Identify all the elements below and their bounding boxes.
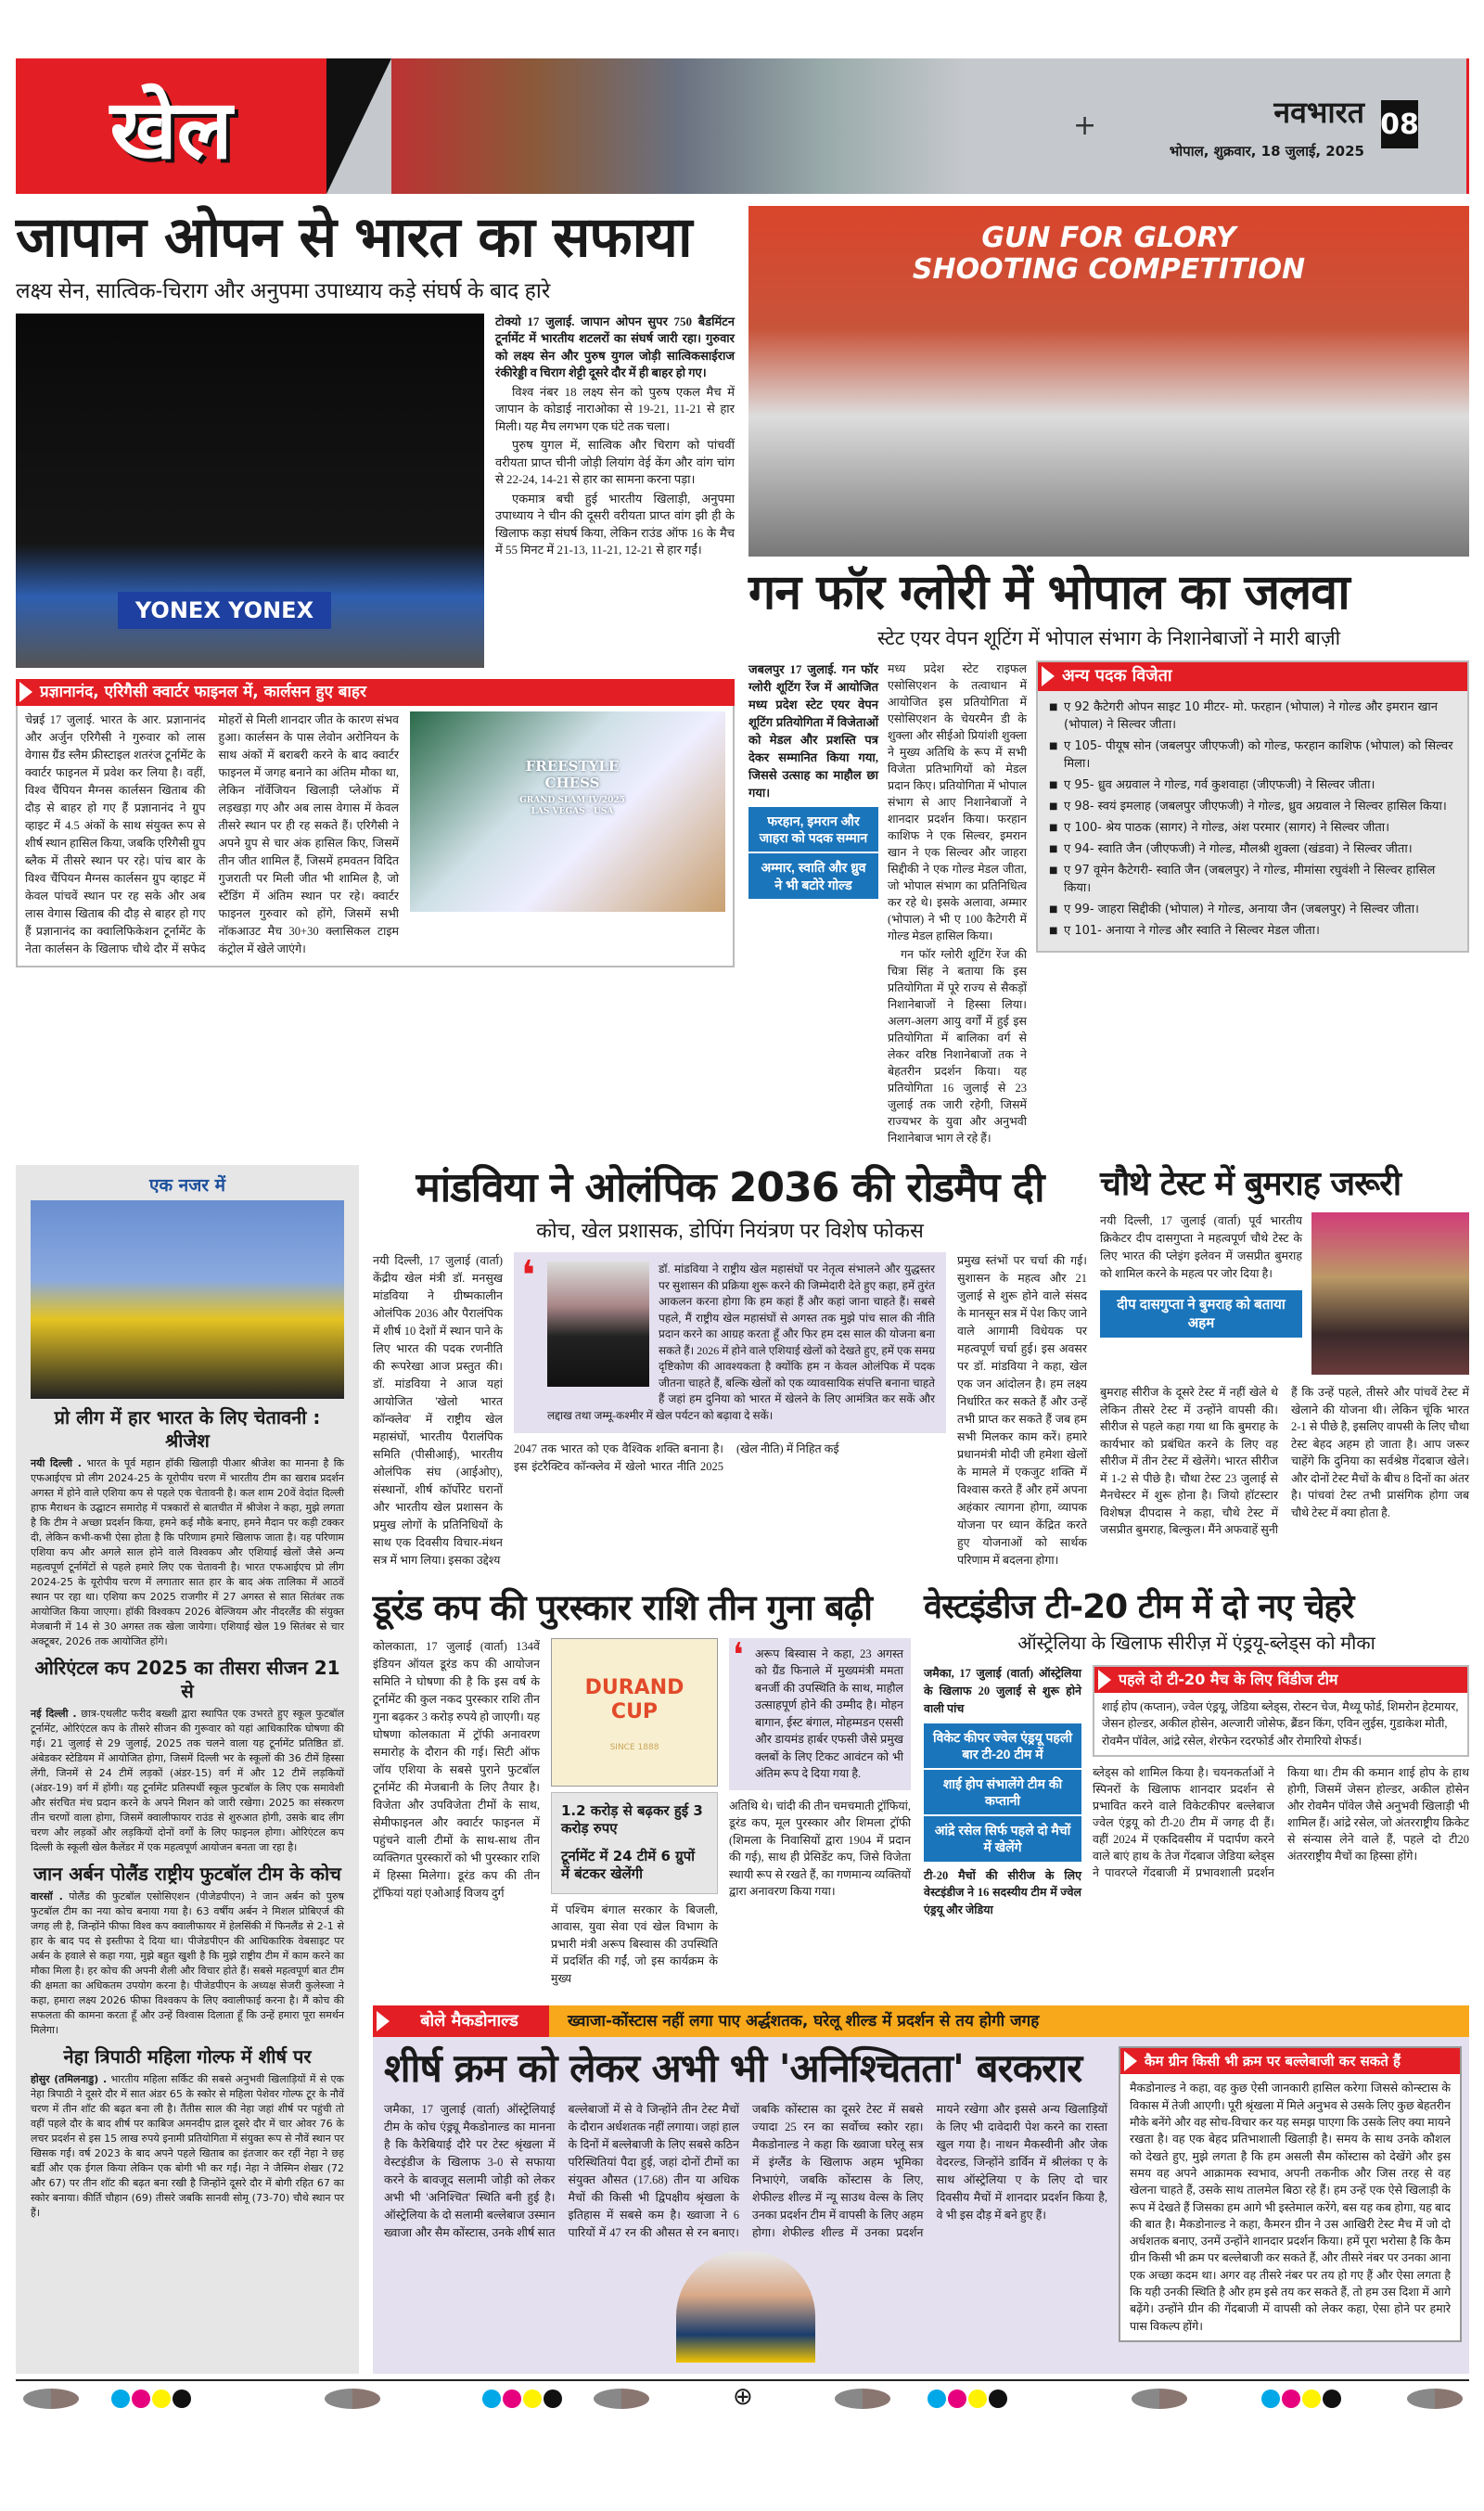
yellow-dot-icon [152, 2389, 171, 2408]
winner-item: ■ ए 101- अनाया ने गोल्ड और स्वाति ने सिल्वर मेडल जीता। [1047, 922, 1458, 940]
photo-caption-text: FREESTYLE CHESS GRAND SLAM IV/2025 LAS VEGAS · USA [519, 758, 625, 816]
row-mandaviya-bumrah [373, 1165, 1469, 1569]
registration-mark-icon [1132, 2389, 1187, 2409]
mcdonald-headline: शीर्ष क्रम को लेकर अभी भी 'अनिश्चितता' बरकरार [384, 2045, 1082, 2092]
magenta-dot-icon [1282, 2389, 1300, 2408]
registration-mark-icon [325, 2389, 380, 2409]
quote-mark-icon: ❛ [521, 1252, 536, 1300]
bumrah-highlight: दीप दासगुप्ता ने बुमराह को बताया अहम [1100, 1290, 1302, 1338]
other-winners-title: अन्य पदक विजेता [1038, 662, 1467, 691]
japan-story [16, 314, 735, 668]
mcdonald-section [373, 2037, 1469, 2373]
winner-item: ■ ए 92 कैटेगरी ओपन साइट 10 मीटर- मो. फरहान (भोपाल) ने गोल्ड और इमरान खान (भोपाल) ने सिल्वर जीता। [1047, 698, 1458, 734]
dateline: भोपाल, शुक्रवार, 18 जुलाई, 2025 [1169, 143, 1364, 160]
black-dot-icon [173, 2389, 191, 2408]
japan-subhead: लक्ष्य सेन, सात्विक-चिराग और अनुपमा उपाध्याय कड़े संघर्ष के बाद हारे [16, 278, 551, 302]
westindies-columns [924, 1665, 1469, 1919]
crosshair-icon: ⊕ [733, 2382, 753, 2411]
winner-item: ■ ए 105- पीयूष सोन (जबलपुर जीएफजी) को गोल्ड, फरहान काशिफ (भोपाल) को सिल्वर मिला। [1047, 737, 1458, 773]
winner-item: ■ ए 100- श्रेय पाठक (सागर) ने गोल्ड, अंश परमार (सागर) ने सिल्वर जीता। [1047, 819, 1458, 837]
westindies-right-col [1093, 1665, 1469, 1882]
ek-nazar-title: एक नजर में [148, 1175, 226, 1197]
shooting-headline: गन फॉर ग्लोरी में भोपाल का जलवा [748, 565, 1350, 621]
yellow-dot-icon [523, 2389, 542, 2408]
sreejesh-photo [31, 1200, 344, 1399]
westindies-lead: जमैका, 17 जुलाई (वार्ता) ऑस्ट्रेलिया के खिलाफ 20 जुलाई से शुरू होने वाली पांच [924, 1666, 1081, 1715]
page-number: 08 [1381, 100, 1418, 148]
left-upper [16, 206, 735, 967]
mandaviya-subhead: कोच, खेल प्रशासक, डोपिंग नियंत्रण पर विशेष फोकस [536, 1218, 924, 1242]
footer-marks [16, 2379, 1469, 2416]
mcdonald-banner: बोले मैकडोनाल्ड ख्वाजा-कोंस्टास नहीं लगा पाए अर्द्धशतक, घरेलू शील्ड में प्रदर्शन से तय होगी जगह [373, 2005, 1469, 2037]
cyan-dot-icon [928, 2389, 946, 2408]
westindies-story [924, 1588, 1469, 1918]
bumrah-story [1100, 1165, 1469, 1539]
registration-mark-icon [835, 2389, 890, 2409]
westindies-squad-box: पहले दो टी-20 मैच के लिए विंडीज टीम शाई होप (कप्तान), ज्वेल एंड्रयू, जेडिया ब्लेड्स, रोस्टन चेज, मैथ्यू फोर्ड, शिमरोन हेटमायर, जेसन होल्डर, अकील होसेन, अल्जारी जोसेफ, ब्रैंडन किंग, एविन लुईस, गुडाकेश मोती, रोवमैन पॉवेल, आंद्रे रसेल, शेरफेन रदरफोर्ड और रोमारियो शेफर्ड। [1093, 1665, 1469, 1758]
durand-logo: DURAND CUP SINCE 1888 [551, 1638, 718, 1787]
chess-content [18, 706, 733, 966]
magenta-dot-icon [503, 2389, 521, 2408]
shooting-story [748, 660, 1469, 1147]
westindies-highlights: विकेट कीपर ज्वेल एंड्रयू पहली बार टी-20 टीम में शाई होप संभालेंगे टीम की कप्तानी आंद्रे रसेल सिर्फ पहले दो मैचों में खेलेंगे [924, 1723, 1081, 1862]
chess-section [16, 679, 735, 967]
crop-mark-icon: + [1073, 109, 1097, 142]
mandaviya-body-mid: 2047 तक भारत को एक वैश्विक शक्ति बनाना है। इस इंटरैक्टिव कॉन्क्लेव में खेलो भारत नीति 2025 (खेल नीति) में निहित कई [514, 1442, 839, 1474]
durand-story [373, 1588, 911, 1987]
registration-mark-icon [1407, 2389, 1463, 2409]
photo-banner-text: GUN FOR GLORY SHOOTING COMPETITION [912, 222, 1306, 286]
mandaviya-headline: मांडविया ने ओलंपिक 2036 की रोडमैप दी [416, 1164, 1044, 1212]
mcdonald-main [384, 2046, 1107, 2362]
paper-name: नवभारत [1273, 95, 1364, 130]
yonex-banner: YONEX YONEX [118, 592, 331, 629]
winners-list [1038, 691, 1467, 951]
other-winners-box [1036, 660, 1469, 953]
westindies-left-col [924, 1665, 1081, 1919]
mandaviya-story [373, 1165, 1087, 1569]
durand-points-box [551, 1792, 718, 1894]
chess-headline: प्रज्ञानानंद, एरिगैसी क्वार्टर फाइनल में, कार्लसन हुए बाहर [16, 679, 735, 706]
mandaviya-quote-box: ❛ डॉ. मांडविया ने राष्ट्रीय खेल महासंघों पर नेतृत्व संभालने और युद्धस्तर पर सुशासन की प्रक्रिया शुरू करने की जिम्मेदारी देते हुए कहा, हमें तुरंत आकलन करना होगा कि हम कहां हैं और कहां जाना चाहते हैं। सबसे पहले, मैं राष्ट्रीय खेल महासंघों से अगस्त तक मुझे पांच साल की नीति प्रदान करने का आग्रह करता हूँ और फिर हम दस साल की योजना बना सकते हैं। 2026 में होने वाले एशियाई खेलों को देखते हुए, हमें एक समग्र दृष्टिकोण की आवश्यकता है क्योंकि हम न केवल ओलंपिक में पदक जीतना चाहते हैं, बल्कि खेलों को एक व्यावसायिक संपत्ति बनाना चाहते हैं जहां हम दुनिया को भारत में खेलने के लिए आमंत्रित कर सकें और लद्दाख तथा जम्मू-कश्मीर में खेल पर्यटन को बढ़ावा दे सकें। [514, 1252, 946, 1433]
bumrah-headline: चौथे टेस्ट में बुमराह जरूरी [1100, 1165, 1401, 1204]
winner-item: ■ ए 97 वूमेन कैटेगरी- स्वाति जैन (जबलपुर) ने गोल्ड, मीमांसा रघुवंशी ने सिल्वर हासिल किया। [1047, 862, 1458, 897]
westindies-body: ब्लेड्स को शामिल किया है। चयनकर्ताओं ने स्पिनरों के खिलाफ शानदार प्रदर्शन से प्रभावित करने वाले विकेटकीपर बल्लेबाज ज्वेल एंड्रयू को टी-20 टीम में जगह दी हैं। वहीं 2024 में एकदिवसीय में पदार्पण करने वाले बाएं हाथ के तेज गेंदबाज जेडिया ब्लेड्स ने पावरप्ले गेंदबाजी में प्रभावशाली प्रदर्शन किया था। टीम की कमान शाई होप के हाथ होगी, जिसमें जेसन होल्डर, अकील होसेन और रोवमैन पॉवेल जैसे अनुभवी खिलाड़ी भी शामिल हैं। आंद्रे रसेल, जो अंतरराष्ट्रीय क्रिकेट से संन्यास लेने वाले हैं, पहले दो टी20 अंतरराष्ट्रीय मैचों का हिस्सा होंगे। [1093, 1766, 1469, 1880]
brief-headline: नेहा त्रिपाठी महिला गोल्फ में शीर्ष पर [63, 2045, 312, 2069]
bumrah-lead-col [1100, 1212, 1302, 1338]
deep-dasgupta-photo [1311, 1212, 1469, 1375]
winner-item: ■ ए 99- जाहरा सिद्दीकी (भोपाल) ने गोल्ड, अनाया जैन (जबलपुर) ने सिल्वर जीता। [1047, 901, 1458, 918]
durand-mid-col [551, 1638, 718, 1988]
mandaviya-body-right: प्रमुख स्तंभों पर चर्चा की गई। सुशासन के महत्व और 21 जुलाई से शुरू होने वाले संसद के मानसून सत्र में पेश किए जाने वाले आगामी विधेयक पर महत्वपूर्ण चर्चा हुई। इस अवसर पर डॉ. मांडविया ने कहा, खेल एक जन आंदोलन है। हम लक्ष्य निर्धारित कर सकते हैं और उन्हें तभी प्राप्त कर सकते हैं जब हम सभी मिलकर काम करें। हमारे प्रधानमंत्री मोदी जी हमेशा खेलों के मामले में एकजुट शक्ति में विश्वास करते हैं और हमें अपना अहंकार त्यागना होगा, व्यापक योजना पर ध्यान केंद्रित करते हुए योजनाओं को सार्थक परिणाम में बदलना होगा। [957, 1254, 1087, 1568]
upper-half [16, 206, 1469, 1147]
durand-right-col [729, 1635, 911, 1901]
badminton-photo [16, 314, 484, 668]
sports-collage-image [391, 58, 966, 194]
mcdonald-photo [676, 2251, 815, 2363]
mandaviya-columns [373, 1252, 1087, 1569]
mandaviya-middle [514, 1252, 946, 1476]
row-durand-westindies [373, 1588, 1469, 1987]
cam-green-box: कैम ग्रीन किसी भी क्रम पर बल्लेबाजी कर सकते हैं मैकडोनाल्ड ने कहा, वह कुछ ऐसी जानकारी हासिल करेगा जिससे कोन्स्टास के विकास में तेजी आएगी। पूरी श्रृंखला में मिले अनुभव से उसके लिए कुछ बेहतरीन मौके बनेंगे और वह सोच-विचार कर यह समझ पाएगा कि उसके लिए क्या मायने रखता है। वह एक बेहद प्रतिभाशाली खिलाड़ी है। समय के साथ उनके कौशल को देखते हुए, मुझे लगता है कि हम असली सैम कोंस्टास को देखेंगे और इस समय वह अपने आक्रामक स्वभाव, अपनी तकनीक और जिस तरह से वह खेलना चाहते हैं, उसके साथ तालमेल बिठा रहे हैं। हम उन्हें एक ऐसे खिलाड़ी के रूप में देखते हैं जिसका हम आगे भी इस्तेमाल करेंगे, बस यह कब होगा, यह बाद की बात है। मैकडोनाल्ड ने कहा, कैमरन ग्रीन ने उस आखिरी टेस्ट मैच में जो दो अर्धशतक बनाए, उनमें उन्होंने शानदार प्रदर्शन किया। हमें पूरा भरोसा है कि कैम ग्रीन किसी भी क्रम पर बल्लेबाजी कर सकते हैं, और तीसरे नंबर पर उनका आना एक अच्छा कदम था। अगर वह तीसरे नंबर पर तय हो गए हैं और ऐसा लगता है कि यही उनकी स्थिति है और हम इसे तय कर सकते हैं, तो हम उस दिशा में आगे बढ़ेंगे। उन्होंने ग्रीन की गेंदबाजी में वापसी को लेकर कहा, ऐसा होने पर हमारे पास विकल्प होंगे। [1119, 2046, 1462, 2341]
yellow-dot-icon [1302, 2389, 1321, 2408]
durand-columns [373, 1635, 911, 1988]
brief-headline: प्रो लीग में हार भारत के लिए चेतावनी : श्रीजेश [54, 1406, 321, 1453]
shooting-team-photo [748, 206, 1469, 557]
registration-mark-icon [23, 2389, 79, 2409]
cyan-dot-icon [1261, 2389, 1280, 2408]
westindies-lead2: टी-20 मैचों की सीरीज के लिए वेस्टइंडीज ने 16 सदस्यीय टीम में ज्वेल एंड्रयू और जेडिया [924, 1868, 1081, 1916]
lower-right [373, 1165, 1469, 2374]
bumrah-body: बुमराह सीरीज के दूसरे टेस्ट में नहीं खेले थे लेकिन तीसरे टेस्ट में उन्होंने वापसी की। सीरीज से पहले कहा गया था कि बुमराह के कार्यभार को प्रबंधित करने के लिए वह सीरीज में तीन टेस्ट में खेलेंगे। भारत सीरीज में 1-2 से पीछे है। चौथा टेस्ट 23 जुलाई से मैनचेस्टर में शुरू होना है। जियो हॉटस्टार विशेषज्ञ दीपदास ने कहा, चौथे टेस्ट में जसप्रीत बुमराह, बिल्कुल। मैंने अफवाहें सुनी हैं कि उन्हें पहले, तीसरे और पांचवें टेस्ट में खेलाने की योजना थी। लेकिन चूंकि भारत 2-1 से पीछे है, इसलिए वापसी के लिए चौथा टेस्ट बेहद अहम हो जाता है। आप जरूर चाहेंगे कि दुनिया का सर्वश्रेष्ठ गेंदबाज खेले। और दोनों टेस्ट मैचों के बीच 8 दिनों का अंतर है। पांचवां टेस्ट तभी प्रासंगिक होगा जब चौथे टेस्ट में क्या होता है. [1100, 1386, 1469, 1537]
westindies-headline: वेस्टइंडीज टी-20 टीम में दो नए चेहरे [924, 1588, 1354, 1627]
chess-body: चेन्नई 17 जुलाई. भारत के आर. प्रज्ञानानंद और अर्जुन एरिगैसी ने गुरुवार को लास वेगास ग्रैंड स्लैम फ्रीस्टाइल शतरंज टूर्नामेंट के क्वार्टर फाइनल में प्रवेश कर लिया है। वहीं, विश्व चैंपियन मैग्नस कार्लसन खिताब की दौड़ से बाहर हो गए हैं प्रज्ञानानंद ने ग्रुप व्हाइट में 4.5 अंकों के साथ संयुक्त रूप से शीर्ष स्थान हासिल किया, जबकि एरिगैसी ग्रुप ब्लैक में तीसरे स्थान पर रहे। पांच बार के विश्व चैंपियन मैग्नस कार्लसन ग्रुप व्हाइट में केवल पांचवें स्थान पर रह सके और अब लास वेगास खिताब की दौड़ से बाहर हो गए हैं प्रज्ञानानंद का क्वालिफिकेशन टूर्नामेंट के नेता कार्लसन के खिलाफ चौथे दौर में सफेद मोहरों से मिली शानदार जीत के कारण संभव हुआ। कार्लसन के पास लेवोन अरोनियन के साथ अंकों में बराबरी करने के बाद क्वार्टर फाइनल में जगह बनाने का अंतिम मौका था, लेकिन नॉर्वेजियन खिलाड़ी प्लेऑफ में लड़खड़ा गए और अब लास वेगास में केवल तीसरे स्थान पर ही रह सकते हैं। एरिगैसी ने अपने ग्रुप से चार अंक हासिल किए, जिसमें तीन जीत शामिल हैं, जिसमें हमवतन विदित गुजराती पर मिली जीत भी शामिल है, जो स्टैंडिंग में अंतिम स्थान पर रहे। क्वार्टर फाइनल गुरुवार को होंगे, जिसमें सभी नॉकआउट मैच 30+30 क्लासिकल टाइम कंट्रोल में खेले जाएंगे। [25, 713, 399, 955]
magenta-dot-icon [132, 2389, 150, 2408]
masthead [16, 58, 1469, 194]
news-brief: नयी दिल्ली . भारत के पूर्व महान हॉकी खिलाड़ी पीआर श्रीजेश का मानना है कि एफआईएच प्रो लीग 2024-25 के यूरोपीय चरण में भारतीय टीम का खराब प्रदर्शन अगस्त में होने वाले एशिया कप से पहले एक चेतावनी है। कल शाम 20वें वेदांत दिल्ली हाफ मैराथन के उद्घाटन समारोह में पत्रकारों से बातचीत में श्रीजेश ने कहा, मुझे लगता है कि टीम ने अच्छा प्रदर्शन किया, हमने कई मौके बनाए, हमने मैदान पर कड़ी टक्कर दी, लेकिन कभी-कभी ऐसा होता है कि परिणाम हमारे खिलाफ जाता है। यह परिणाम एशिया कप और अगले साल होने वाले विश्वकप और एशियाई खेलों जैसे अन्य महत्वपूर्ण टूर्नामेंटों से पहले हमारे लिए एक चेतावनी है। भारत एफआईएच प्रो लीग 2024-25 के यूरोपीय चरण में लगातार सात हार के बाद अंक तालिका में आठवें स्थान पर रहा था। एशिया कप 2025 राजगीर में 27 अगस्त से सात सितंबर तक आयोजित किया जाएगा। हॉकी विश्वकप 2026 बेल्जियम और नीदरलैंड की संयुक्त मेजबानी में 14 से 30 अगस्त तक खेला जायेगा। एशियाई खेल 19 सितंबर से चार अक्टूबर, 2026 तक आयोजित होंगे। [31, 1457, 344, 1648]
bumrah-lead: नयी दिल्ली, 17 जुलाई (वार्ता) पूर्व भारतीय क्रिकेटर दीप दासगुप्ता ने महत्वपूर्ण चौथे टेस्ट के लिए भारत की प्लेइंग इलेवन में जसप्रीत बुमराह को शामिल करने के महत्व पर जोर दिया है। [1100, 1214, 1302, 1281]
japan-headline: जापान ओपन से भारत का सफाया [16, 205, 692, 270]
brief-headline: जान अर्बन पोलैंड राष्ट्रीय फुटबॉल टीम के कोच [33, 1863, 341, 1886]
mandaviya-photo [547, 1262, 649, 1387]
section-label: खेल [16, 58, 326, 194]
black-dot-icon [989, 2389, 1007, 2408]
mcdonald-body: जमैका, 17 जुलाई (वार्ता) ऑस्ट्रेलियाई टीम के कोच एंड्र्यू मैकडोनाल्ड का मानना है कि कैरेबियाई दौरे पर टेस्ट श्रृंखला में वेस्टइंडीज के खिलाफ 3-0 से सफाया करने के बावजूद सलामी जोड़ी को लेकर अभी भी 'अनिश्चित' स्थिति बनी हुई है। ऑस्ट्रेलिया के दो सलामी बल्लेबाज उस्मान ख्वाजा और सैम कोंस्टास, उनके शीर्ष सात बल्लेबाजों में से वे जिन्होंने तीन टेस्ट मैचों के दौरान अर्धशतक नहीं लगाया। जहां हाल के दिनों में बल्लेबाजी के लिए सबसे कठिन परिस्थितियां पैदा हुई, जहां दोनों टीमों का संयुक्त औसत (17.68) तीन या अधिक मैचों की किसी भी द्विपक्षीय श्रृंखला के इतिहास में सबसे कम है। ख्वाजा ने 6 पारियों में 47 रन की औसत से रन बनाए। जबकि कोंस्टास का दूसरे टेस्ट में सबसे ज्यादा 25 रन का सर्वोच्च स्कोर रहा। मैकडोनाल्ड ने कहा कि ख्वाजा घरेलू सत्र में इंग्लैंड के खिलाफ अहम भूमिका निभाएंगे, जबकि कोंस्टास के लिए, शेफील्ड शील्ड में न्यू साउथ वेल्स के लिए उनका प्रदर्शन टीम में वापसी के लिए अहम होगा। शेफील्ड शील्ड में उनका प्रदर्शन मायने रखेगा और इससे अन्य खिलाड़ियों के लिए भी दावेदारी पेश करने का रास्ता खुल गया है। नाथन मैकस्वीनी और जेक वेदरल्ड, जिन्होंने डार्विन में श्रीलंका ए के साथ ऑस्ट्रेलिया ए के लिए दो चार दिवसीय मैचों में शानदार प्रदर्शन किया है, वे भी इस दौड़ में बने हुए हैं। [384, 2102, 1107, 2239]
lower-half [16, 1165, 1469, 2374]
durand-point: टूर्नामेंट में 24 टीमें 6 ग्रुपों में बंटकर खेलेंगी [561, 1847, 695, 1883]
shooting-subhead: स्टेट एयर वेपन शूटिंग में भोपाल संभाग के निशानेबाजों ने मारी बाज़ी [876, 627, 1341, 649]
right-upper [748, 206, 1469, 1147]
black-dot-icon [544, 2389, 562, 2408]
winner-item: ■ ए 94- स्वाति जैन (जीएफजी) ने गोल्ड, मौलश्री शुक्ला (खंडवा) ने सिल्वर जीता। [1047, 840, 1458, 858]
quote-mark-icon: ❛ [733, 1635, 744, 1673]
chess-photo [410, 711, 725, 912]
shooting-highlight-box: फरहान, इमरान और जाहरा को पदक सम्मान अम्मार, स्वाति और ध्रुव ने भी बटोरे गोल्ड [748, 807, 878, 899]
durand-body-mid: में पश्चिम बंगाल सरकार के बिजली, आवास, युवा सेवा एवं खेल विभाग के प्रभारी मंत्री अरूप बिस्वास की उपस्थिति में प्रदर्शित की गईं, जो इस कार्यक्रम के मुख्य [551, 1902, 718, 1985]
durand-body-left: कोलकाता, 17 जुलाई (वार्ता) 134वें इंडियन ऑयल डूरंड कप की आयोजन समिति ने घोषणा की है कि इस वर्ष के टूर्नामेंट की कुल नकद पुरस्कार राशि तीन गुना बढ़कर 3 करोड़ रुपये हो जाएगी। यह घोषणा कोलकाता में ट्रॉफी अनावरण समारोह के दौरान की गई। सिटी ऑफ जॉय एशिया के सबसे पुराने फुटबॉल टूर्नामेंट की मेजबानी के लिए तैयार है। विजेता और उपविजेता टीमों के साथ, सेमीफाइनल और क्वार्टर फाइनल में पहुंचने वाली टीमों के साथ-साथ तीन व्यक्तिगत पुरस्कारों को भी पुरस्कार राशि में हिस्सा मिलेगा। डूरंड कप की तीन ट्रॉफियां यहां एओआई विजय दुर्ग [373, 1639, 540, 1900]
durand-point: 1.2 करोड़ से बढ़कर हुई 3 करोड़ रुपए [561, 1801, 703, 1838]
shooting-col1: जबलपुर 17 जुलाई. गन फॉर ग्लोरी शूटिंग रेंज में आयोजित मध्य प्रदेश स्टेट एयर वेपन शूटिंग प्रतियोगिता में विजेताओं को मेडल और प्रशस्ति पत्र देकर सम्मानित किया गया, जिससे उत्साह का माहौल छा गया। फरहान, इमरान और जाहरा को पदक सम्मान अम्मार, स्वाति और ध्रुव ने भी बटोरे गोल्ड [748, 660, 878, 904]
winner-item: ■ ए 95- ध्रुव अग्रवाल ने गोल्ड, गर्व कुशवाहा (जीएफजी) ने सिल्वर जीता। [1047, 776, 1458, 794]
durand-headline: डूरंड कप की पुरस्कार राशि तीन गुना बढ़ी [373, 1587, 872, 1629]
ek-nazar-column [16, 1165, 359, 2374]
black-dot-icon [1323, 2389, 1341, 2408]
magenta-dot-icon [948, 2389, 966, 2408]
westindies-subhead: ऑस्ट्रेलिया के खिलाफ सीरीज़ में एंड्रयू-ब्लेड्स को मौका [1017, 1633, 1375, 1654]
arrow-decoration [326, 58, 391, 194]
yellow-dot-icon [968, 2389, 987, 2408]
cyan-dot-icon [111, 2389, 130, 2408]
mandaviya-body-left: नयी दिल्ली, 17 जुलाई (वार्ता) केंद्रीय खेल मंत्री डॉ. मनसुख मांडविया ने ग्रीष्मकालीन ओलंपिक 2036 और पैरालंपिक में शीर्ष 10 देशों में स्थान पाने के लिए भारत की पदक रणनीति की रूपरेखा आज प्रस्तुत की। डॉ. मांडविया ने आज यहां आयोजित 'खेलो भारत कॉन्क्लेव' में राष्ट्रीय खेल महासंघों, भारतीय पैरालंपिक समिति (पीसीआई), भारतीय ओलंपिक संघ (आईओए), संस्थानों, शीर्ष कॉर्पोरेट घरानों और भारतीय खेल प्रशासन के प्रमुख लोगों के प्रतिनिधियों के साथ एक दिवसीय विचार-मंथन सत्र में भाग लिया। इसका उद्देश्य [373, 1254, 503, 1568]
registration-mark-icon [594, 2389, 649, 2409]
news-brief: होसुर (तमिलनाडु) . भारतीय महिला सर्किट की सबसे अनुभवी खिलाड़ियों में से एक नेहा त्रिपाठी ने दूसरे दौर में सात अंडर 65 के स्कोर से महिला पेशेवर गोल्फ टूर के नौवें चरण में तीन शॉट की बढ़त बना ली है। तैंतीस साल की नेहा जहां शीर्ष पर पहुंची तो वहीं पहले दौर के बाद शीर्ष पर काबिज अमनदीप द्राल दूसरे दौर में चार ओवर 76 के लचर प्रदर्शन से इस 15 लाख रुपये इनामी प्रतियोगिता में संयुक्त रूप से नौवें स्थान पर खिसक गईं। वर्ष 2023 के बाद अपने पहले खिताब का इंतजार कर रहीं नेहा ने छह बर्डी और एक ईगल किया लेकिन एक बोगी भी कर गईं। नेहा ने जैस्मिन शेखर (72 और 67) पर तीन शॉट की बढ़त बना रखी है जिन्होंने दूसरे दौर में बोगी रहित 67 का स्कोर बनाया। कीर्ति चौहान (69) तीसरे जबकि सानवी सोमू (73-70) चौथे स्थान पर हैं। [31, 2073, 344, 2220]
durand-body-right: अतिथि थे। चांदी की तीन चमचमाती ट्रॉफियां, डूरंड कप, मूल पुरस्कार और शिमला ट्रॉफी (शिमला के निवासियों द्वारा 1904 में प्रदान की गई), साथ ही प्रेसिडेंट कप, जिसे विजेता स्थायी रूप से रखते हैं, का गणमान्य व्यक्तियों द्वारा अनावरण किया गया। [729, 1799, 911, 1899]
winner-item: ■ ए 98- स्वयं इमलाह (जबलपुर जीएफजी) ने गोल्ड, ध्रुव अग्रवाल ने सिल्वर हासिल किया। [1047, 798, 1458, 815]
shooting-body-text: मध्य प्रदेश स्टेट राइफल एसोसिएशन के तत्वाधान में आयोजित इस प्रतियोगिता में एसोसिएशन के चेयरमैन डी के शुक्ला और सीईओ प्रियांशी शुक्ला ने मुख्य अतिथि के रूप में सभी विजेता प्रतिभागियों को मेडल प्रदान किए। प्रतियोगिता में भोपाल संभाग से आए निशानेबाजों ने शानदार प्रदर्शन किया। फरहान काशिफ ने एक सिल्वर, इमरान खान ने एक सिल्वर और जाहरा सिद्दीकी ने एक गोल्ड मेडल जीता, जो भोपाल संभाग का प्रतिनिधित्व कर रहे थे। इसके अलावा, अम्मार (भोपाल) ने भी ए 100 कैटेगरी में गोल्ड मेडल हासिल किया। गन फॉर ग्लोरी शूटिंग रेंज की चित्रा सिंह ने बताया कि इस प्रतियोगिता में पूरे राज्य से सैकड़ों निशानेबाजों ने हिस्सा लिया। अलग-अलग आयु वर्गों में हुई इस प्रतियोगिता में बालिका वर्ग से लेकर वरिष्ठ निशानेबाजों तक ने बेहतरीन प्रदर्शन किया। यह प्रतियोगिता 16 जुलाई से 23 जुलाई तक जारी रहेगी, जिसमें राज्यभर के युवा और अनुभवी निशानेबाज भाग ले रहे हैं। [888, 662, 1027, 1146]
cyan-dot-icon [482, 2389, 501, 2408]
news-brief: नई दिल्ली . छात्र-एथलीट फरीद बख्शी द्वारा स्थापित एक उभरते हुए स्कूल फुटबॉल टूर्नामेंट, ओरिएंटल कप के तीसरे सीजन की गुरूवार को यहां आधिकारिक घोषणा की गई। 21 जुलाई से 29 जुलाई, 2025 तक चलने वाला यह टूर्नामेंट प्रतिष्ठित डॉ. अंबेडकर स्टेडियम में आयोजित होगा, जिसमें दिल्ली भर के स्कूलों की 36 टीमें हिस्सा लेंगी, जिनमें से 24 टीमें लड़कों (अंडर-15) वर्ग में और 12 टीमें लड़कियों (अंडर-19) वर्ग में होंगी। यह टूर्नामेंट प्रतिस्पर्धी स्कूल फुटबॉल के लिए एक समावेशी और संरचित मंच प्रदान करने के अपने मिशन को जारी रखेगा। 2025 का संस्करण तीन चरणों वाला होगा, जिसमें क्वालीफायर राउंड से शुरुआत होगी, उसके बाद लीग चरण और लड़कों और लड़कियों दोनों वर्गों के लिए फाइनल होगा। ओरिएंटल कप दिल्ली के स्कूली खेल कैलेंडर में एक महत्वपूर्ण आयोजन बनता जा रहा है। [31, 1708, 344, 1854]
japan-body: टोक्यो 17 जुलाई. जापान ओपन सुपर 750 बैडमिंटन टूर्नामेंट में भारतीय शटलरों का संघर्ष जारी रहा। गुरुवार को लक्ष्य सेन और पुरुष युगल जोड़ी सात्विकसाईराज रंकीरेड्डी व चिराग शेट्टी दूसरे दौर में ही बाहर हो गए। विश्व नंबर 18 लक्ष्य सेन को पुरुष एकल मैच में जापान के कोडाई नाराओका से 19-21, 11-21 से हार मिली। यह मैच लगभग एक घंटे तक चला। पुरुष युगल में, सात्विक और चिराग को पांचवीं वरीयता प्राप्त चीनी जोड़ी लियांग वेई केंग और वांग चांग से 22-24, 14-21 से हार का सामना करना पड़ा। एकमात्र बची हुई भारतीय खिलाड़ी, अनुपमा उपाध्याय ने चीन की दूसरी वरीयता प्राप्त वांग झी ही के खिलाफ कड़ा संघर्ष किया, लेकिन राउंड ऑफ 16 के मैच में 55 मिनट में 21-13, 11-21, 12-21 से हार गईं। [495, 314, 735, 557]
durand-quote: ❛ अरूप बिस्वास ने कहा, 23 अगस्त को ग्रैंड फिनाले में मुख्यमंत्री ममता बनर्जी की उपस्थिति के साथ, माहौल उत्साहपूर्ण होने की उम्मीद है। मोहन बागान, ईस्ट बंगाल, मोहम्मडन एससी और डायमंड हार्बर एफसी जैसे प्रमुख क्लबों के लिए टिकट आवंटन को भी अंतिम रूप दे दिया गया है. [729, 1638, 911, 1790]
brief-headline: ओरिएंटल कप 2025 का तीसरा सीजन 21 से [34, 1657, 340, 1703]
news-brief: वारसॉ . पोलैंड की फुटबॉल एसोसिएशन (पीजेडपीएन) ने जान अर्बन को पुरुष फुटबॉल टीम का नया कोच बनाया गया है। 63 वर्षीय अर्बन ने मिशल प्रोबिएर्ज की जगह ली है, जिन्होंने फीफा विश्व कप क्वालीफायर में हेलसिंकी में फिनलैंड से 2-1 से हार के बाद पद से इस्तीफा दे दिया था। पीजेडपीएन की आधिकारिक वेबसाइट पर अर्बन के हवाले से कहा गया, मुझे बहुत खुशी है कि मुझे राष्ट्रीय टीम में काम करने का मौका मिला है। हर कोच की अपनी शैली और विचार होते हैं। सबसे महत्वपूर्ण बात टीम की क्षमता का अधिकतम उपयोग करना है। पीजेडपीएन के अध्यक्ष सेजरी कुलेस्जा ने कहा, हमारा लक्ष्य 2026 फीफा विश्वकप के लिए क्वालीफाई करना है। मैं कोच की सफलता की कामना करता हूँ और उन्हें विश्वास दिलाता हूँ कि उन्हें हमारा पूरा समर्थन मिलेगा। [31, 1890, 344, 2037]
bumrah-top [1100, 1212, 1469, 1375]
